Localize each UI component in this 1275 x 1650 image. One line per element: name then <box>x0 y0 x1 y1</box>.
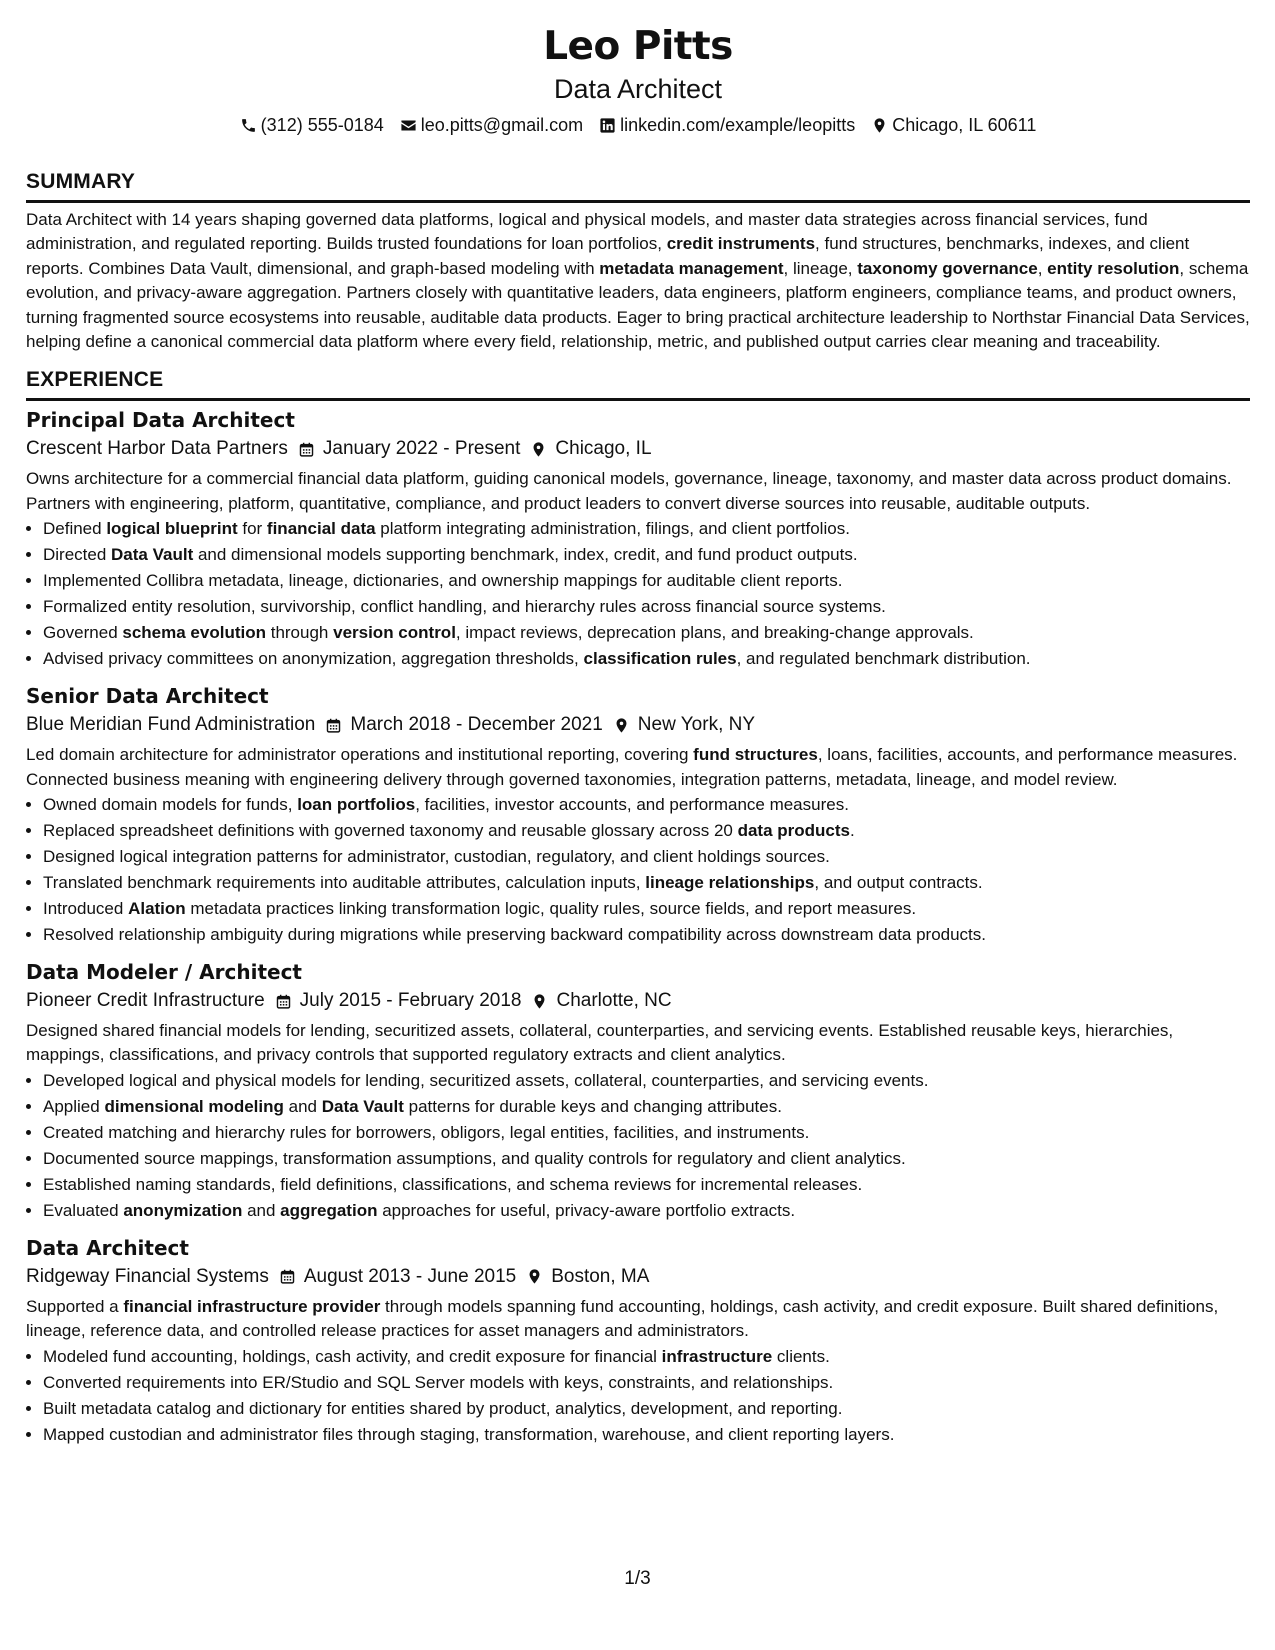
bullet-item <box>43 870 1250 896</box>
company-name: Crescent Harbor Data Partners <box>26 438 288 460</box>
text-segment: Established naming standards, field definitions, classifications, and schema reviews for incremental releases. <box>43 1174 863 1194</box>
experience-heading: EXPERIENCE <box>26 368 164 392</box>
job-entry <box>26 1234 1250 1448</box>
job-bullets <box>26 1068 1250 1224</box>
bullet-item <box>43 1068 1250 1094</box>
bold-keyword: classification rules <box>583 649 737 669</box>
text-segment: Developed logical and physical models for lending, securitized assets, collateral, counterparties, and servicing events. <box>43 1070 929 1090</box>
section-divider <box>26 398 1250 401</box>
bold-keyword: credit instruments <box>666 234 816 254</box>
text-segment: Supported a <box>26 1296 124 1316</box>
job-location-item <box>613 710 755 740</box>
bullet-item <box>43 896 1250 922</box>
job-entry <box>26 682 1250 948</box>
bold-keyword: Data Vault <box>321 1096 404 1116</box>
phone-icon <box>240 117 257 134</box>
text-segment: Converted requirements into ER/Studio and SQL Server models with keys, constraints, and relationships. <box>43 1372 834 1392</box>
bold-keyword: lineage relationships <box>645 873 815 893</box>
linkedin-text[interactable]: linkedin.com/example/leopitts <box>620 115 856 135</box>
job-title: Data Architect <box>26 1235 189 1260</box>
bold-keyword: Data Vault <box>111 545 194 565</box>
bullet-item <box>43 818 1250 844</box>
text-segment: , loans, facilities, accounts, and performance measures. Connected business meaning with engineering delivery through governed taxonomies, integration patterns, metadata, lineage, and model review. <box>26 745 1238 789</box>
text-segment: Implemented Collibra metadata, lineage, dictionaries, and ownership mappings for auditable client reports. <box>43 571 843 591</box>
job-dates-item <box>279 1262 516 1292</box>
job-location-item <box>526 1262 649 1292</box>
company-name: Blue Meridian Fund Administration <box>26 714 316 736</box>
bold-keyword: taxonomy governance <box>857 258 1038 278</box>
job-bullets <box>26 1344 1250 1448</box>
bullet-item <box>43 1146 1250 1172</box>
text-segment: , fund structures, benchmarks, indexes, and client reports. Combines Data Vault, dimensional, and graph-based modeling with <box>26 234 1190 278</box>
text-segment: Designed shared financial models for lending, securitized assets, collateral, counterparties, and servicing events. Established reusable keys, hierarchies, mappings, classifications, and privacy controls that supported regulatory extracts and client analytics. <box>26 1021 1174 1065</box>
job-location-item <box>531 986 671 1016</box>
bold-keyword: infrastructure <box>661 1346 773 1366</box>
text-segment: . <box>849 821 855 841</box>
calendar-icon <box>279 1268 296 1285</box>
job-description <box>26 467 1250 516</box>
bullet-item <box>43 542 1250 568</box>
bold-keyword: logical blueprint <box>106 519 238 539</box>
job-dates: July 2015 - February 2018 <box>299 990 522 1012</box>
text-segment: Applied <box>43 1096 105 1116</box>
text-segment: Owns architecture for a commercial financial data platform, guiding canonical models, governance, lineage, taxonomy, and master data across product domains. Partners with engineering, platform, quantitative, compliance, and product leaders to convert diverse sources into reusable, auditable outputs. <box>26 469 1232 513</box>
bullet-item <box>43 922 1250 948</box>
map-pin-icon <box>613 717 630 734</box>
bullet-item <box>43 1396 1250 1422</box>
phone-text: (312) 555-0184 <box>260 115 384 135</box>
bold-keyword: entity resolution <box>1047 258 1180 278</box>
text-segment: patterns for durable keys and changing attributes. <box>403 1096 782 1116</box>
bold-keyword: dimensional modeling <box>104 1096 284 1116</box>
text-segment: and <box>283 1096 322 1116</box>
job-description <box>26 1295 1250 1344</box>
bullet-item <box>43 1370 1250 1396</box>
bullet-item <box>43 568 1250 594</box>
bullet-item <box>43 646 1250 672</box>
text-segment: Governed <box>43 623 123 643</box>
text-segment: Mapped custodian and administrator files through staging, transformation, warehouse, and client reporting layers. <box>43 1424 895 1444</box>
bullet-item <box>43 516 1250 542</box>
map-pin-icon <box>526 1268 543 1285</box>
text-segment: Formalized entity resolution, survivorship, conflict handling, and hierarchy rules across financial source systems. <box>43 597 886 617</box>
bullet-item <box>43 620 1250 646</box>
bullet-item <box>43 844 1250 870</box>
bullet-item <box>43 594 1250 620</box>
text-segment: Documented source mappings, transformation assumptions, and quality controls for regulatory and client analytics. <box>43 1148 906 1168</box>
text-segment: Advised privacy committees on anonymization, aggregation thresholds, <box>43 649 584 669</box>
company-name: Ridgeway Financial Systems <box>26 1265 269 1287</box>
text-segment: Defined <box>43 519 107 539</box>
text-segment: Designed logical integration patterns for administrator, custodian, regulatory, and client holdings sources. <box>43 847 830 867</box>
map-pin-icon <box>871 117 888 134</box>
candidate-title: Data Architect <box>553 74 723 104</box>
text-segment: , impact reviews, deprecation plans, and breaking-change approvals. <box>455 623 974 643</box>
job-description <box>26 743 1250 792</box>
text-segment: , and regulated benchmark distribution. <box>736 649 1031 669</box>
bullet-item <box>43 1422 1250 1448</box>
candidate-name: Leo Pitts <box>543 24 733 69</box>
job-entry <box>26 958 1250 1224</box>
job-title: Senior Data Architect <box>26 684 269 709</box>
text-segment: and dimensional models supporting benchmark, index, credit, and fund product outputs. <box>193 545 858 565</box>
bold-keyword: metadata management <box>599 258 784 278</box>
job-dates: January 2022 - Present <box>322 438 521 460</box>
text-segment: through models spanning fund accounting, holdings, cash activity, and credit exposure. Built shared definitions, lineage, reference data, and controlled release practices for asset managers and administrators. <box>26 1296 1219 1341</box>
summary-heading: SUMMARY <box>26 170 136 193</box>
text-segment: Evaluated <box>43 1200 124 1220</box>
map-pin-icon <box>530 441 547 458</box>
calendar-icon <box>298 441 315 458</box>
resume-header <box>26 22 1250 138</box>
job-dates-item <box>275 986 522 1016</box>
map-pin-icon <box>531 993 548 1010</box>
bullet-item <box>43 1344 1250 1370</box>
text-segment: , lineage, <box>783 258 858 278</box>
text-segment: and <box>242 1200 281 1220</box>
job-dates: August 2013 - June 2015 <box>303 1265 517 1287</box>
experience-section <box>26 366 1250 1447</box>
company-name: Pioneer Credit Infrastructure <box>26 990 265 1012</box>
job-title: Data Modeler / Architect <box>26 960 302 985</box>
contact-linkedin[interactable] <box>599 112 855 138</box>
text-segment: approaches for useful, privacy-aware portfolio extracts. <box>377 1200 796 1220</box>
envelope-icon <box>400 117 417 134</box>
text-segment: , <box>1037 258 1048 278</box>
job-list <box>26 406 1250 1447</box>
location-text: Chicago, IL 60611 <box>892 115 1037 135</box>
text-segment: for <box>237 519 267 539</box>
section-divider <box>26 200 1250 203</box>
bullet-item <box>43 1094 1250 1120</box>
bold-keyword: financial data <box>266 519 376 539</box>
job-bullets <box>26 516 1250 672</box>
bold-keyword: Alation <box>128 899 186 919</box>
job-meta <box>26 986 1250 1016</box>
bold-keyword: aggregation <box>280 1200 378 1220</box>
job-title: Principal Data Architect <box>26 408 295 433</box>
summary-text <box>26 208 1250 354</box>
text-segment: Introduced <box>43 899 129 919</box>
job-meta <box>26 1262 1250 1292</box>
bold-keyword: schema evolution <box>122 623 266 643</box>
summary-section <box>26 168 1250 354</box>
bold-keyword: financial infrastructure provider <box>123 1296 381 1316</box>
bullet-item <box>43 1198 1250 1224</box>
bold-keyword: data products <box>737 821 850 841</box>
text-segment: Built metadata catalog and dictionary for entities shared by product, analytics, development, and reporting. <box>43 1398 843 1418</box>
bullet-item <box>43 792 1250 818</box>
job-location: New York, NY <box>637 714 756 736</box>
job-description <box>26 1019 1250 1068</box>
text-segment: Led domain architecture for administrator operations and institutional reporting, covering <box>26 745 694 765</box>
job-meta <box>26 710 1250 740</box>
bold-keyword: anonymization <box>123 1200 243 1220</box>
text-segment: Resolved relationship ambiguity during migrations while preserving backward compatibility across downstream data products. <box>43 925 987 945</box>
email-text[interactable]: leo.pitts@gmail.com <box>420 115 584 135</box>
text-segment: Modeled fund accounting, holdings, cash activity, and credit exposure for financial <box>43 1346 662 1366</box>
job-location: Boston, MA <box>551 1265 650 1287</box>
linkedin-icon <box>599 117 616 134</box>
text-segment: clients. <box>772 1346 830 1366</box>
text-segment: Created matching and hierarchy rules for borrowers, obligors, legal entities, facilities, and instruments. <box>43 1122 810 1142</box>
job-meta <box>26 434 1250 464</box>
text-segment: , schema evolution, and privacy-aware aggregation. Partners closely with quantitative leaders, data engineers, platform engineers, compliance teams, and product owners, turning fragmented source ecosystems into reusable, auditable data products. Eager to bring practical architecture leadership to Northstar Financial Data Services, helping define a canonical commercial data platform where every field, relationship, metric, and published output carries clear meaning and traceability. <box>26 258 1250 352</box>
bullet-item <box>43 1120 1250 1146</box>
resume-page <box>26 22 1250 1448</box>
text-segment: metadata practices linking transformation logic, quality rules, source fields, and report measures. <box>185 899 917 919</box>
text-segment: Directed <box>43 545 112 565</box>
text-segment: Replaced spreadsheet definitions with governed taxonomy and reusable glossary across 20 <box>43 821 738 841</box>
job-dates-item <box>298 434 521 464</box>
job-location-item <box>530 434 651 464</box>
job-location: Charlotte, NC <box>556 990 672 1012</box>
text-segment: , and output contracts. <box>814 873 983 893</box>
bullet-item <box>43 1172 1250 1198</box>
text-segment: Owned domain models for funds, <box>43 795 298 815</box>
job-dates-item <box>325 710 602 740</box>
contact-phone <box>240 112 384 138</box>
calendar-icon <box>275 993 292 1010</box>
calendar-icon <box>325 717 342 734</box>
text-segment: platform integrating administration, filings, and client portfolios. <box>375 519 850 539</box>
contact-location <box>871 112 1036 138</box>
contact-row <box>26 112 1250 138</box>
job-location: Chicago, IL <box>555 438 652 460</box>
job-dates: March 2018 - December 2021 <box>350 714 603 736</box>
page-number: 1/3 <box>624 1568 651 1589</box>
bold-keyword: loan portfolios <box>297 795 416 815</box>
contact-email[interactable] <box>400 112 583 138</box>
text-segment: Translated benchmark requirements into auditable attributes, calculation inputs, <box>43 873 646 893</box>
text-segment: , facilities, investor accounts, and performance measures. <box>415 795 849 815</box>
bold-keyword: version control <box>333 623 456 643</box>
text-segment: Data Architect with 14 years shaping governed data platforms, logical and physical models, and master data strategies across financial services, fund administration, and regulated reporting. Builds trusted foundations for loan portfolios, <box>26 210 1148 254</box>
text-segment: through <box>266 623 334 643</box>
bold-keyword: fund structures <box>693 745 818 765</box>
job-bullets <box>26 792 1250 948</box>
job-entry <box>26 406 1250 672</box>
